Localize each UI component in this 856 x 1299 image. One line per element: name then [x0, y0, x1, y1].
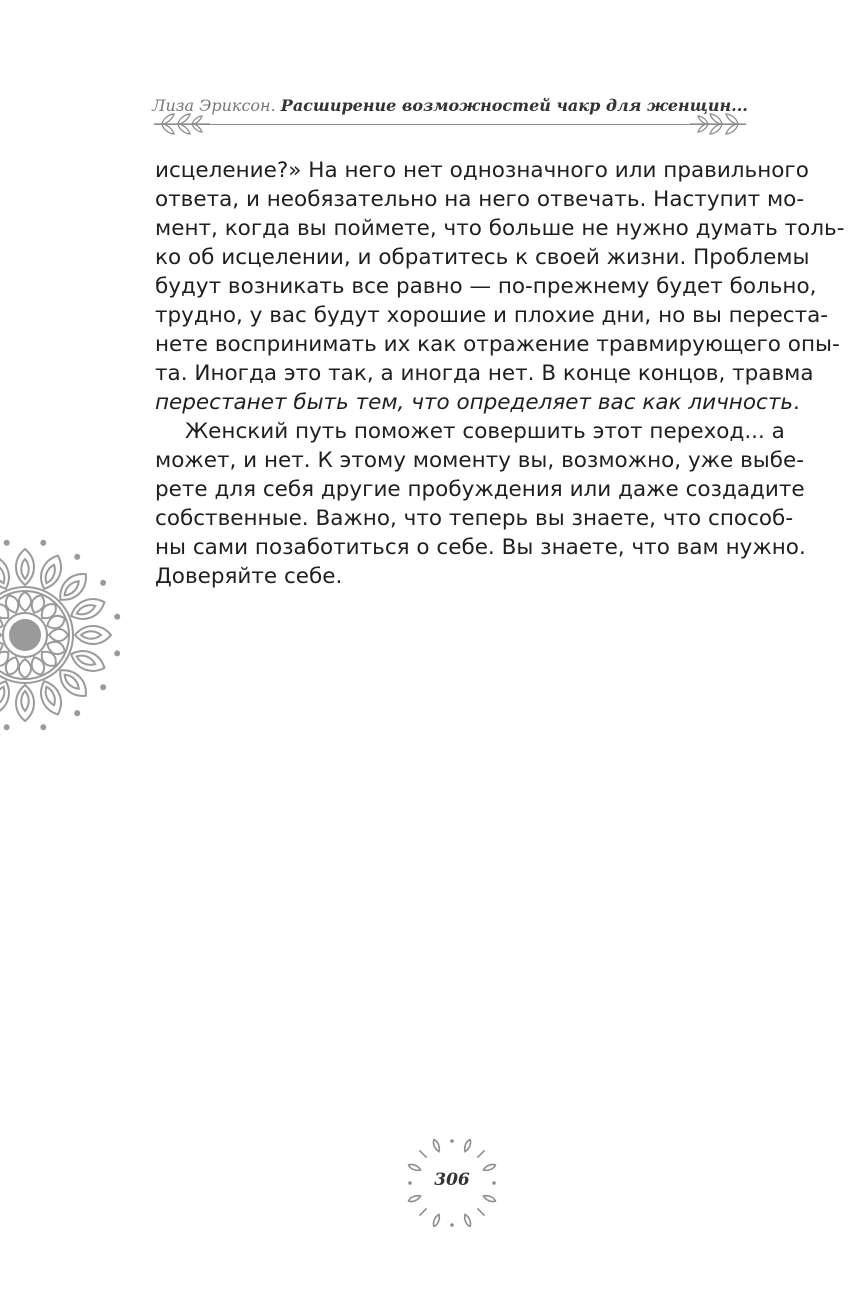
text-line: собственные. Важно, что теперь вы знаете, что способ-: [155, 506, 794, 531]
text-line: Доверяйте себе.: [155, 564, 343, 589]
text-line: ны сами позаботиться о себе. Вы знаете, что вам нужно.: [155, 535, 806, 560]
text-line: Женский путь поможет совершить этот переход... а: [185, 419, 785, 444]
text-line: рете для себя другие пробуждения или даже создадите: [155, 477, 805, 502]
header-book-title: Расширение возможностей чакр для женщин...: [280, 96, 748, 115]
leaf-branch-icon: [688, 102, 748, 142]
body-text: [155, 156, 845, 591]
text-line: ответа, и необязательно на него отвечать. Наступит мо-: [155, 187, 805, 212]
page-number: 306: [434, 1170, 470, 1190]
text-line: ко об исцелении, и обратитесь к своей жизни. Проблемы: [155, 245, 810, 270]
text-line: трудно, у вас будут хорошие и плохие дни, но вы переста-: [155, 303, 829, 328]
text-line: нете воспринимать их как отражение травмирующего опы-: [155, 332, 840, 357]
text-line: та. Иногда это так, а иногда нет. В конце концов, травма: [155, 361, 814, 386]
page-footer: [397, 1128, 507, 1238]
running-header: [150, 92, 750, 138]
text-line: мент, когда вы поймете, что больше не нужно думать толь-: [155, 216, 845, 241]
mandala-icon: [0, 535, 125, 735]
paragraph-1: [155, 156, 845, 417]
header-author: Лиза Эриксон.: [152, 96, 276, 115]
text-line: может, и нет. К этому моменту вы, возможно, уже выбе-: [155, 448, 804, 473]
header-rule: [154, 124, 746, 125]
text-line: [155, 388, 800, 417]
paragraph-2: [155, 417, 806, 591]
header-title: [150, 96, 750, 115]
text-line: будут возникать все равно — по-прежнему будет больно,: [155, 274, 817, 299]
italic-emphasis: перестанет быть тем, что определяет вас как личность: [155, 390, 794, 415]
sentence-end: .: [793, 390, 800, 415]
text-line: исцеление?» На него нет однозначного или правильного: [155, 158, 809, 183]
